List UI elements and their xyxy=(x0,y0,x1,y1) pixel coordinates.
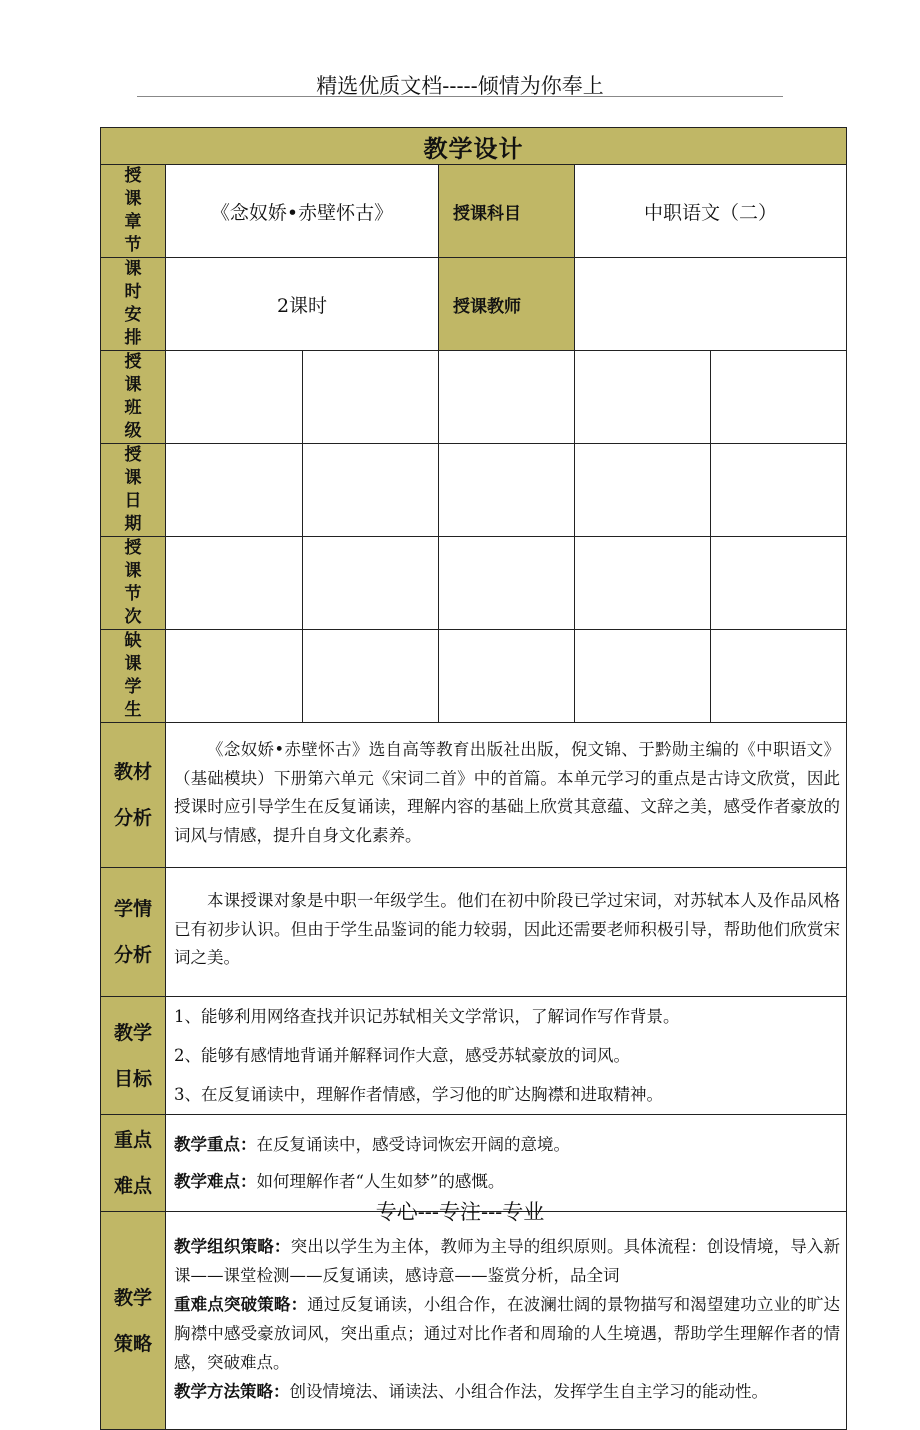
class-cell[interactable] xyxy=(575,351,711,444)
header-divider xyxy=(137,96,783,97)
key-point xyxy=(166,1126,846,1163)
label-line: 目标 xyxy=(113,1067,152,1090)
absent-label xyxy=(101,630,166,723)
method-strategy-text: 创设情境法、诵读法、小组合作法，发挥学生自主学习的能动性。 xyxy=(289,1381,768,1401)
label-line: 章 节 xyxy=(124,212,152,255)
key-point-text: 在反复诵读中，感受诗词恢宏开阔的意境。 xyxy=(256,1135,570,1154)
org-strategy-label: 教学组织策略： xyxy=(174,1236,291,1256)
period-cell[interactable] xyxy=(303,537,439,630)
label-line: 授 课 xyxy=(124,352,152,395)
subject-value: 中职语文（二） xyxy=(575,165,847,258)
absent-cell[interactable] xyxy=(303,630,439,723)
label-line: 授 课 xyxy=(124,166,152,209)
label-line: 教学 xyxy=(113,1021,152,1044)
goal-item: 3、在反复诵读中，理解作者情感，学习他的旷达胸襟和进取精神。 xyxy=(174,1085,663,1104)
class-cell[interactable] xyxy=(711,351,847,444)
class-label xyxy=(101,351,166,444)
date-cell[interactable] xyxy=(166,444,303,537)
date-cell[interactable] xyxy=(303,444,439,537)
period-cell[interactable] xyxy=(575,537,711,630)
page-header: 精选优质文档-----倾情为你奉上 xyxy=(316,74,604,98)
period-cell[interactable] xyxy=(711,537,847,630)
label-line: 班 级 xyxy=(124,398,152,441)
breakthrough-strategy-text: 通过反复诵读，小组合作，在波澜壮阔的景物描写和渴望建功立业的旷达胸襟中感受豪放词风，突出重点；通过对比作者和周瑜的人生境遇，帮助学生理解作者的情感，突破难点。 xyxy=(174,1294,841,1372)
difficult-point-text: 如何理解作者“人生如梦”的感慨。 xyxy=(256,1172,505,1191)
goals-label xyxy=(101,997,166,1115)
label-line: 教学 xyxy=(113,1286,152,1309)
subject-label: 授课科目 xyxy=(439,165,575,258)
label-line: 教材 xyxy=(113,761,152,783)
method-strategy xyxy=(174,1377,840,1406)
label-line: 重点 xyxy=(113,1129,152,1151)
absent-cell[interactable] xyxy=(166,630,303,723)
label-line: 日 期 xyxy=(124,491,152,534)
material-label xyxy=(101,723,166,868)
period-cell[interactable] xyxy=(166,537,303,630)
period-label xyxy=(101,537,166,630)
goal-item: 2、能够有感情地背诵并解释词作大意，感受苏轼豪放的词风。 xyxy=(174,1046,630,1065)
date-cell[interactable] xyxy=(711,444,847,537)
breakthrough-strategy xyxy=(174,1290,840,1377)
material-text: 《念奴娇•赤壁怀古》选自高等教育出版社出版，倪文锦、于黔勋主编的《中职语文》（基础模块）下册第六单元《宋词二首》中的首篇。本单元学习的重点是古诗文欣赏，因此授课时应引导学生在反复诵读，理解内容的基础上欣赏其意蕴、文辞之美，感受作者豪放的词风与情感，提升自身文化素养。 xyxy=(174,740,841,845)
absent-cell[interactable] xyxy=(439,630,575,723)
class-cell[interactable] xyxy=(439,351,575,444)
strategy-label xyxy=(101,1212,166,1430)
period-cell[interactable] xyxy=(439,537,575,630)
absent-cell[interactable] xyxy=(711,630,847,723)
teacher-label: 授课教师 xyxy=(439,258,575,351)
chapter-label xyxy=(101,165,166,258)
learners-label xyxy=(101,868,166,997)
org-strategy-text: 突出以学生为主体，教师为主导的组织原则。具体流程：创设情境，导入新课——课堂检测——反复诵读，感诗意——鉴赏分析，品全词 xyxy=(174,1236,841,1285)
label-line: 分析 xyxy=(113,807,152,829)
teacher-value[interactable] xyxy=(575,258,847,351)
date-cell[interactable] xyxy=(439,444,575,537)
page-footer: 专心---专注---专业 xyxy=(375,1200,545,1224)
label-line: 授 课 xyxy=(124,445,152,488)
label-line: 课 时 xyxy=(124,259,152,302)
label-line: 缺 课 xyxy=(124,631,152,674)
date-cell[interactable] xyxy=(575,444,711,537)
lesson-design-table xyxy=(100,127,847,1430)
date-label xyxy=(101,444,166,537)
learner-text: 本课授课对象是中职一年级学生。他们在初中阶段已学过宋词，对苏轼本人及作品风格已有初步认识。但由于学生品鉴词的能力较弱，因此还需要老师积极引导，帮助他们欣赏宋词之美。 xyxy=(174,891,841,968)
hours-value: 2课时 xyxy=(166,258,439,351)
breakthrough-strategy-label: 重难点突破策略： xyxy=(174,1294,308,1314)
key-point-label: 教学重点： xyxy=(174,1135,257,1154)
label-line: 节 次 xyxy=(124,584,152,627)
teaching-strategy xyxy=(166,1212,847,1430)
label-line: 学 生 xyxy=(124,677,152,720)
teaching-goals xyxy=(166,997,847,1115)
label-line: 分析 xyxy=(113,944,152,966)
label-line: 授 课 xyxy=(124,538,152,581)
difficult-point-label: 教学难点： xyxy=(174,1172,257,1191)
absent-cell[interactable] xyxy=(575,630,711,723)
label-line: 难点 xyxy=(113,1175,152,1197)
org-strategy xyxy=(174,1232,840,1290)
method-strategy-label: 教学方法策略： xyxy=(174,1381,290,1401)
goal-item: 1、能够利用网络查找并识记苏轼相关文学常识，了解词作写作背景。 xyxy=(174,1007,680,1026)
label-line: 安 排 xyxy=(124,305,152,348)
chapter-value: 《念奴娇•赤壁怀古》 xyxy=(166,165,439,258)
learner-analysis xyxy=(166,868,847,997)
label-line: 策略 xyxy=(113,1332,152,1355)
difficult-point xyxy=(166,1163,846,1200)
material-analysis xyxy=(166,723,847,868)
table-title: 教学设计 xyxy=(101,128,847,165)
class-cell[interactable] xyxy=(166,351,303,444)
hours-label xyxy=(101,258,166,351)
label-line: 学情 xyxy=(113,898,152,920)
class-cell[interactable] xyxy=(303,351,439,444)
